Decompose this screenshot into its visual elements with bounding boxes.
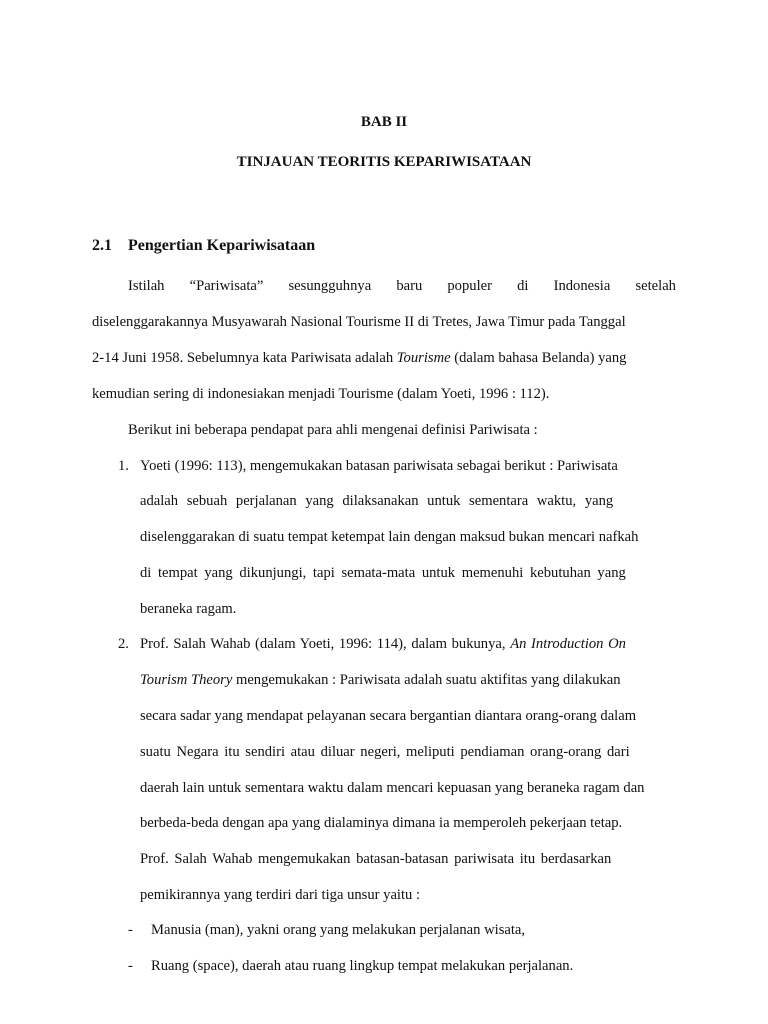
item2-para2-line-1: Prof. Salah Wahab mengemukakan batasan-batasan pariwisata itu berdasarkan bbox=[140, 851, 612, 867]
item2-line-4: suatu Negara itu sendiri atau diluar negeri, meliputi pendiaman orang-orang dari bbox=[140, 744, 630, 760]
item1-line-2: adalah sebuah perjalanan yang dilaksanakan untuk sementara waktu, yang bbox=[140, 493, 614, 509]
item2-line-1 bbox=[140, 635, 626, 653]
item2-line-6: berbeda-beda dengan apa yang dialaminya dimana ia memperoleh pekerjaan tetap. bbox=[140, 815, 623, 831]
section-number: 2.1 bbox=[92, 237, 112, 254]
bullet-dash: - bbox=[128, 958, 133, 974]
word: baru bbox=[396, 278, 423, 294]
list-number-2: 2. bbox=[118, 636, 129, 652]
item1-line-1: Yoeti (1996: 113), mengemukakan batasan pariwisata sebagai berikut : Pariwisata bbox=[140, 458, 618, 474]
text-run: (dalam bahasa Belanda) yang bbox=[450, 350, 627, 366]
chapter-heading: BAB II bbox=[360, 114, 408, 130]
intro-line-1 bbox=[128, 277, 676, 295]
bullet-item-2: Ruang (space), daerah atau ruang lingkup tempat melakukan perjalanan. bbox=[151, 958, 574, 974]
word: populer bbox=[447, 278, 492, 294]
item1-line-5: beraneka ragam. bbox=[140, 601, 237, 617]
lead-sentence: Berikut ini beberapa pendapat para ahli mengenai definisi Pariwisata : bbox=[128, 422, 538, 438]
item2-line-3: secara sadar yang mendapat pelayanan secara bergantian diantara orang-orang dalam bbox=[140, 708, 637, 724]
word: setelah bbox=[635, 278, 676, 294]
book-title: Tourism Theory bbox=[140, 672, 233, 688]
word: “Pariwisata” bbox=[189, 278, 264, 294]
italic-term: Tourisme bbox=[396, 350, 451, 366]
chapter-title: TINJAUAN TEORITIS KEPARIWISATAAN bbox=[236, 154, 532, 170]
section-title: Pengertian Kepariwisataan bbox=[128, 237, 316, 254]
text-run: 2-14 Juni 1958. Sebelumnya kata Pariwisata adalah bbox=[92, 350, 397, 366]
word: Istilah bbox=[128, 278, 165, 294]
word: sesungguhnya bbox=[288, 278, 372, 294]
bullet-item-1: Manusia (man), yakni orang yang melakukan perjalanan wisata, bbox=[151, 922, 526, 938]
intro-line-2: diselenggarakannya Musyawarah Nasional Tourisme II di Tretes, Jawa Timur pada Tanggal bbox=[92, 314, 626, 330]
word: Indonesia bbox=[553, 278, 611, 294]
bullet-dash: - bbox=[128, 922, 133, 938]
list-number-1: 1. bbox=[118, 458, 129, 474]
item1-line-4: di tempat yang dikunjungi, tapi semata-mata untuk memenuhi kebutuhan yang bbox=[140, 565, 626, 581]
item2-para2-line-2: pemikirannya yang terdiri dari tiga unsur yaitu : bbox=[140, 887, 421, 903]
book-title: An Introduction On bbox=[510, 636, 626, 652]
item2-line-5: daerah lain untuk sementara waktu dalam mencari kepuasan yang beraneka ragam dan bbox=[140, 780, 645, 796]
intro-line-4: kemudian sering di indonesiakan menjadi Tourisme (dalam Yoeti, 1996 : 112). bbox=[92, 386, 550, 402]
item2-line-2 bbox=[140, 671, 621, 689]
intro-line-3 bbox=[92, 349, 626, 367]
text-run: mengemukakan : Pariwisata adalah suatu aktifitas yang dilakukan bbox=[232, 672, 621, 688]
text-run: Prof. Salah Wahab (dalam Yoeti, 1996: 114), dalam bukunya, bbox=[140, 636, 511, 652]
word: di bbox=[517, 278, 529, 294]
item1-line-3: diselenggarakan di suatu tempat ketempat lain dengan maksud bukan mencari nafkah bbox=[140, 529, 639, 545]
